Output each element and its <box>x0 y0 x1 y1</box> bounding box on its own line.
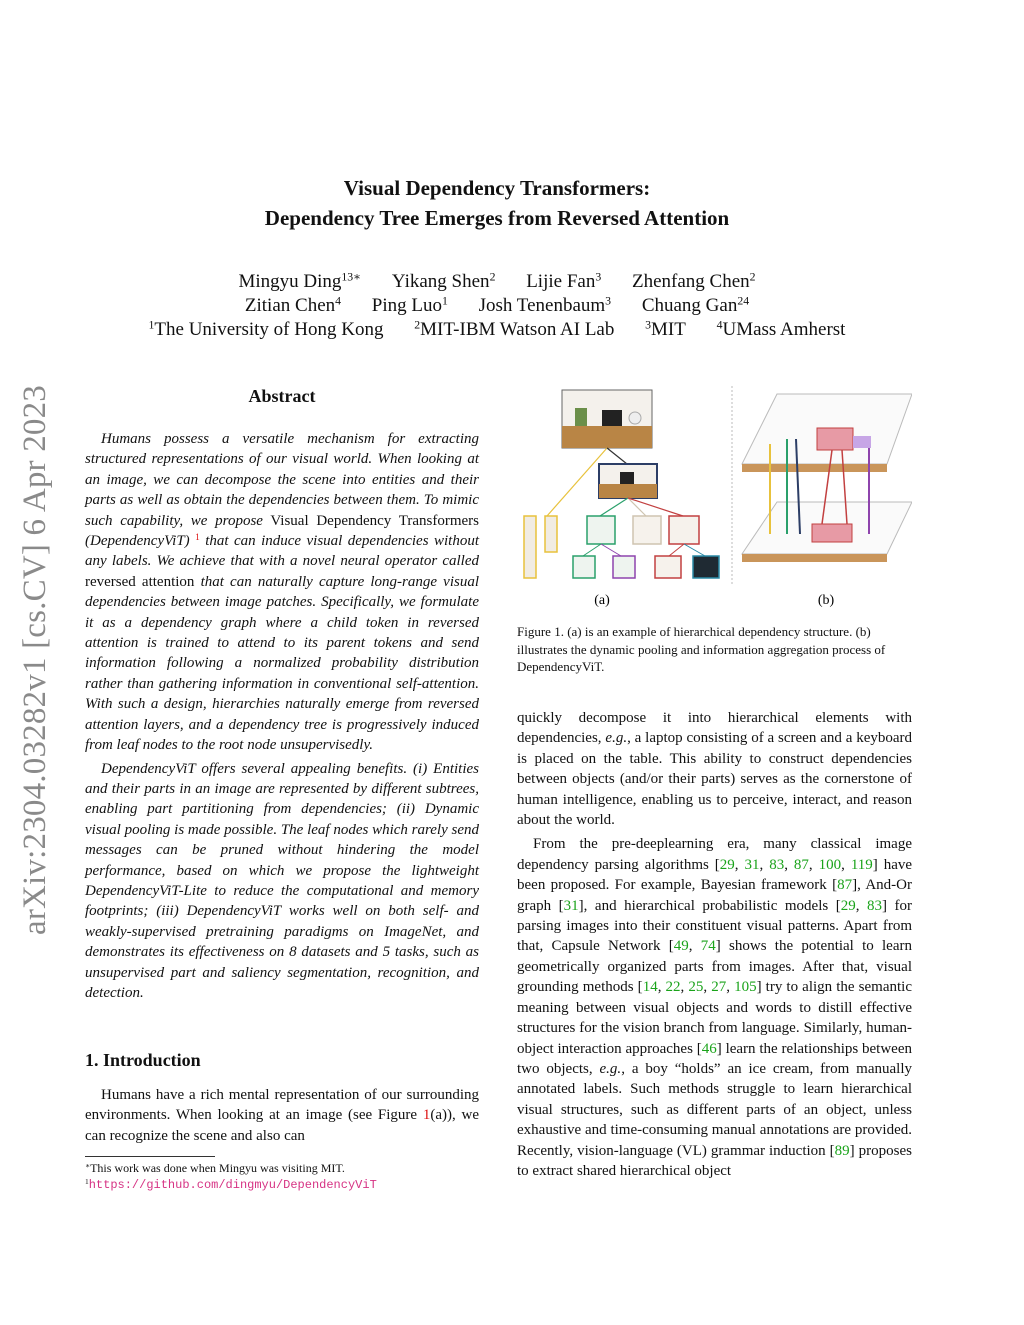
citation[interactable]: 22 <box>665 979 681 996</box>
citation[interactable]: 46 <box>701 1040 717 1057</box>
arxiv-stamp: arXiv:2304.03282v1 [cs.CV] 6 Apr 2023 <box>17 385 53 936</box>
citation[interactable]: 105 <box>734 979 757 996</box>
title-line-1: Visual Dependency Transformers: <box>343 176 651 200</box>
affiliation: $^1$The University of Hong Kong <box>148 318 384 340</box>
author: Ping Luo$^1$ <box>371 294 448 316</box>
citation[interactable]: 89 <box>834 1142 850 1159</box>
affiliation: $^4$UMass Amherst <box>716 318 846 340</box>
intro-paragraph-1: Humans have a rich mental representation of our surrounding environments. When looking at an image (see Figure 1(a)), we can recognize the scene and also can <box>85 1087 479 1144</box>
abstract-paragraph-2: DependencyViT offers several appealing benefits. (i) Entities and their parts in an image are represented by different subtrees, enabling part partitioning from dependencies; (ii) Dynamic visual pooling is made possible. The leaf nodes which rarely send messages can be pruned without hindering the model performance, based on which we propose the lightweight DependencyViT-Lite to reduce the computational and memory footprints; (iii) DependencyViT works well on both self- and weakly-supervised pretraining paradigms on ImageNet, and demonstrates its effectiveness on 8 datasets and 5 tasks, such as unsupervised part and saliency segmentation, recognition, and detection. <box>85 760 479 1001</box>
citation[interactable]: 29 <box>719 856 735 873</box>
abstract-heading: Abstract <box>248 386 316 406</box>
dependency-tree-panel <box>524 390 719 578</box>
abstract-paragraph-1: Humans possess a versatile mechanism for extracting structured representations of our visual world. When looking at an image, we can decompose the scene into entities and their parts as well as obtain the dependencies between them. To mimic such capability, we propose Visual Dependency Transformers (DependencyViT) $^1$ that can induce visual dependencies without any labels. We achieve that with a novel neural operator called reversed attention that can naturally capture long-range visual dependencies between image patches. Specifically, we formulate it as a dependency graph where a child token in reversed attention is trained to attend to its parent tokens and send information following a normalized probability distribution rather than gathering information in conventional self-attention. With such a design, hierarchies naturally emerge from reversed attention layers, and a dependency tree is progressively induced from leaf nodes to the root node unsupervisedly. <box>85 431 480 754</box>
author-block <box>100 270 894 342</box>
figure-caption: Figure 1. (a) is an example of hierarchical dependency structure. (b) illustrates the dynamic pooling and information aggregation process of DependencyViT. <box>517 624 886 675</box>
right-column-body <box>517 708 912 1185</box>
citation[interactable]: 31 <box>563 897 579 914</box>
citation[interactable]: 83 <box>867 897 882 914</box>
author: Zitian Chen$^4$ <box>244 294 342 316</box>
affiliation-row <box>100 318 894 342</box>
footnote-1: ∗This work was done when Mingyu was visiting MIT. <box>85 1160 345 1175</box>
figure-ref[interactable]: 1 <box>422 1107 431 1124</box>
citation[interactable]: 27 <box>711 979 727 996</box>
footnotes <box>85 1160 479 1193</box>
citation[interactable]: 87 <box>793 856 809 873</box>
author: Lijie Fan$^3$ <box>526 270 602 292</box>
author: Yikang Shen$^2$ <box>391 270 496 292</box>
github-link[interactable]: https://github.com/dingmyu/DependencyViT <box>88 1178 377 1192</box>
citation[interactable]: 119 <box>850 856 873 873</box>
author: Mingyu Ding$^{13∗}$ <box>238 270 362 292</box>
title-line-2: Dependency Tree Emerges from Reversed Attention <box>264 206 730 230</box>
right-paragraph-2: From the pre-deeplearning era, many classical image dependency parsing algorithms [29, 31, 83, 87, 100, 119] have been proposed. For example, Bayesian framework [87], And-Or graph [31], and hierarchical probabilistic models [29, 83] for parsing images into their constituent visual patterns. Apart from that, Capsule Network [49, 74] shows the potential to learn geometrically organized parts from images. After that, visual grounding methods [14, 22, 25, 27, 105] try to align the semantic meaning between visual objects and words to distill effective structures for the vision branch from language. Similarly, human-object interaction approaches [46] learn the relationships between two objects, e.g., a boy “holds” an ice cream, from manually annotated labels. Such methods struggle to learn hierarchical visual structures, such as different parts of an object, unless exhaustive and time-consuming manual annotations are provided. Recently, vision-language (VL) grammar induction [89] proposes to extract shared hierarchical object <box>517 836 913 1179</box>
author: Chuang Gan$^{24}$ <box>641 294 750 316</box>
citation[interactable]: 49 <box>673 938 689 955</box>
citation[interactable]: 83 <box>769 856 785 873</box>
author: Josh Tenenbaum$^3$ <box>478 294 612 316</box>
footnote-2: $^1$https://github.com/dingmyu/DependencyViT <box>85 1176 377 1192</box>
figure-1-illustration <box>517 384 912 614</box>
footnote-divider <box>85 1156 215 1157</box>
paper-title <box>150 173 844 233</box>
right-paragraph-1: quickly decompose it into hierarchical elements with dependencies, e.g., a laptop consisting of a screen and a keyboard is placed on the table. This ability to construct dependencies between objects (and/or their parts) serves as the cornerstone of human intelligence, enabling us to perceive, interact, and reason about the world. <box>517 710 913 829</box>
figure-1 <box>517 384 912 614</box>
citation[interactable]: 25 <box>688 979 704 996</box>
author: Zhenfang Chen$^2$ <box>631 270 756 292</box>
citation[interactable]: 74 <box>700 938 716 955</box>
citation[interactable]: 31 <box>744 856 760 873</box>
intro-body <box>85 1085 479 1146</box>
footnote-ref[interactable]: 1 <box>195 532 200 543</box>
section-heading-introduction: 1. Introduction <box>85 1050 201 1070</box>
citation[interactable]: 14 <box>642 979 658 996</box>
abstract-body <box>85 429 479 1006</box>
author-row-2 <box>100 294 894 318</box>
affiliation: $^3$MIT <box>645 318 686 340</box>
author-row-1 <box>100 270 894 294</box>
reversed-attention-panel <box>742 394 912 562</box>
figure-label-a: (a) <box>594 593 610 608</box>
citation[interactable]: 87 <box>837 877 853 894</box>
citation[interactable]: 100 <box>818 856 842 873</box>
affiliation: $^2$MIT-IBM Watson AI Lab <box>414 318 615 340</box>
citation[interactable]: 29 <box>840 897 856 914</box>
figure-label-b: (b) <box>817 593 835 608</box>
